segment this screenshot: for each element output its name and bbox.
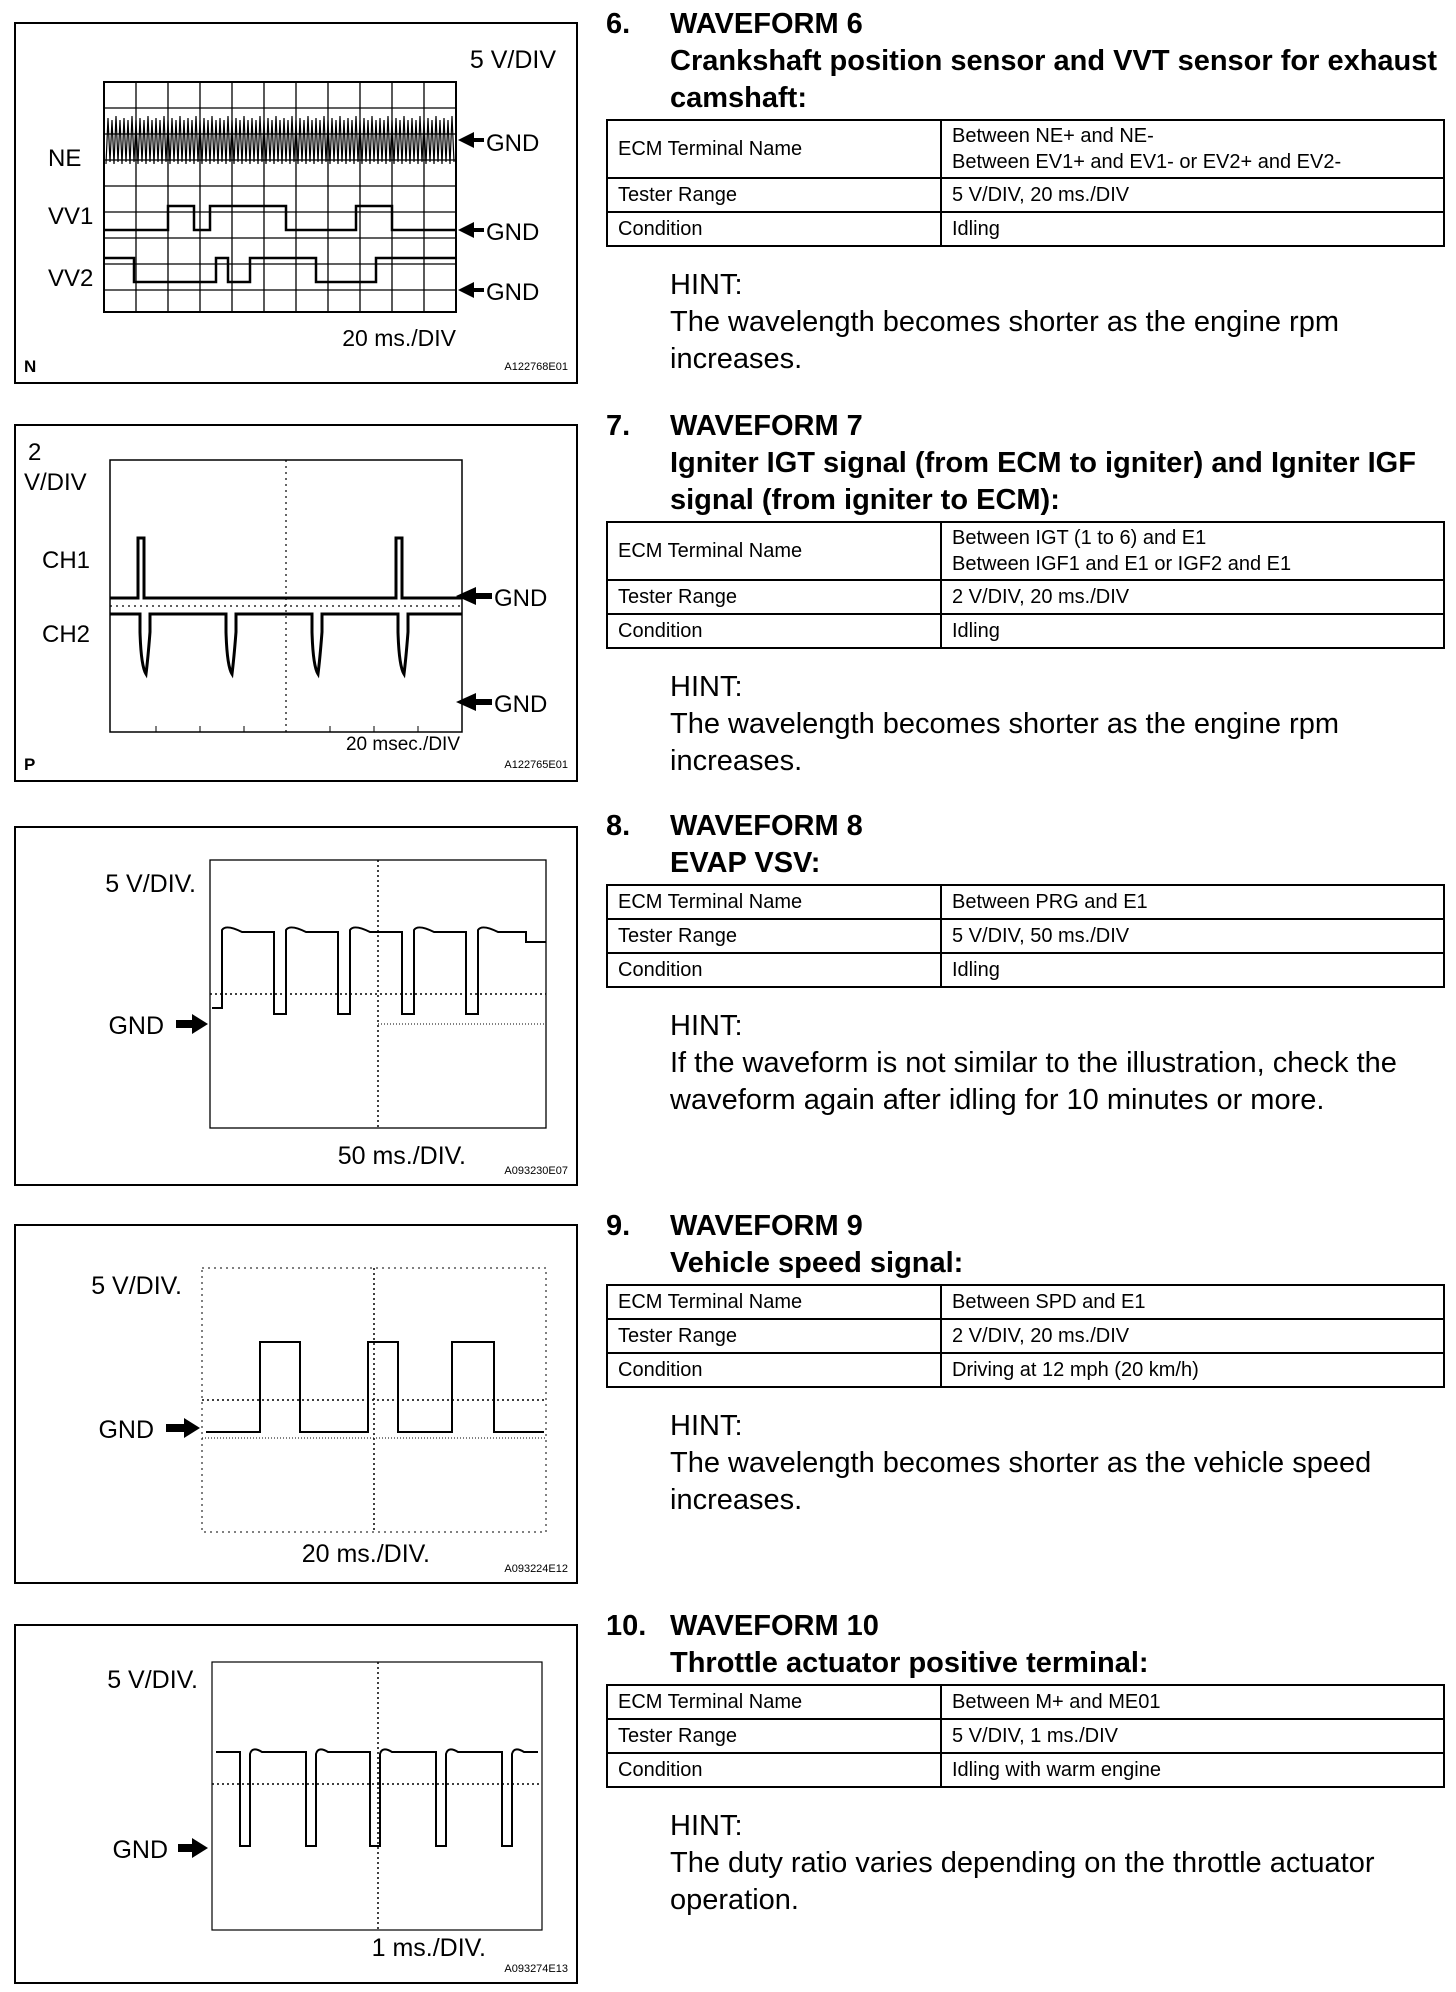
- section-waveform-6: [606, 6, 1446, 378]
- spec-table: [606, 1284, 1445, 1388]
- row-label: ECM Terminal Name: [607, 120, 941, 178]
- time-label: 20 ms./DIV: [342, 325, 456, 351]
- figure-code: A122768E01: [504, 361, 568, 373]
- table-row: [607, 919, 1444, 953]
- row-value: Between SPD and E1: [941, 1285, 1444, 1319]
- row-value: Driving at 12 mph (20 km/h): [941, 1353, 1444, 1387]
- hint-block: [670, 669, 1446, 780]
- figure-waveform-7: [14, 424, 578, 782]
- section-title: WAVEFORM 9: [670, 1210, 863, 1242]
- row-value: 2 V/DIV, 20 ms./DIV: [941, 1319, 1444, 1353]
- table-row: [607, 1285, 1444, 1319]
- vehicle-speed-waveform: [206, 1342, 544, 1432]
- time-label: 20 ms./DIV.: [301, 1540, 430, 1568]
- gnd-arrow-icon: [178, 1838, 208, 1858]
- table-row: [607, 614, 1444, 648]
- section-number: 10.: [606, 1610, 647, 1642]
- section-subtitle: Crankshaft position sensor and VVT sensor for exhaust camshaft:: [670, 45, 1438, 114]
- figure-waveform-9: [14, 1224, 578, 1584]
- hint-block: [670, 1808, 1446, 1919]
- waveform-6-diagram: [16, 24, 576, 382]
- hint-block: [670, 267, 1446, 378]
- figure-waveform-8: [14, 826, 578, 1186]
- vv1-waveform: [104, 206, 456, 230]
- gnd-arrow-icon: [458, 132, 484, 148]
- scale-label: 5 V/DIV.: [107, 1666, 198, 1694]
- section-title: WAVEFORM 10: [670, 1610, 879, 1642]
- gnd-label: GND: [112, 1836, 168, 1864]
- gnd-label: GND: [486, 279, 540, 306]
- gnd-label: GND: [486, 219, 540, 246]
- spec-table: [606, 521, 1445, 649]
- hint-text: The wavelength becomes shorter as the engine rpm increases.: [670, 306, 1339, 375]
- figure-code: A093230E07: [504, 1165, 568, 1177]
- hint-text: If the waveform is not similar to the illustration, check the waveform again after idling for 10 minutes or more.: [670, 1047, 1397, 1116]
- table-row: [607, 212, 1444, 246]
- gnd-arrow-icon: [176, 1014, 208, 1034]
- hint-block: [670, 1408, 1446, 1519]
- row-value: 5 V/DIV, 1 ms./DIV: [941, 1719, 1444, 1753]
- scale-label-line1: 2: [28, 439, 42, 466]
- section-number: 7.: [606, 410, 631, 442]
- section-subtitle: Throttle actuator positive terminal:: [670, 1647, 1149, 1679]
- section-title: WAVEFORM 6: [670, 8, 863, 40]
- throttle-actuator-waveform: [216, 1749, 538, 1846]
- corner-label: P: [24, 755, 36, 774]
- waveform-7-diagram: [16, 426, 576, 780]
- row-label: Tester Range: [607, 178, 941, 212]
- table-row: [607, 1753, 1444, 1787]
- row-label: Condition: [607, 1353, 941, 1387]
- scale-label: 5 V/DIV.: [105, 870, 196, 898]
- row-value: Idling with warm engine: [941, 1753, 1444, 1787]
- row-label: ECM Terminal Name: [607, 885, 941, 919]
- hint-text: The wavelength becomes shorter as the engine rpm increases.: [670, 708, 1339, 777]
- gnd-arrow-icon: [166, 1418, 200, 1438]
- table-row: [607, 1685, 1444, 1719]
- vv2-waveform: [104, 258, 456, 282]
- gnd-arrow-icon: [458, 222, 484, 238]
- gnd-label: GND: [486, 130, 540, 157]
- time-label: 1 ms./DIV.: [371, 1934, 486, 1962]
- section-number: 9.: [606, 1210, 631, 1242]
- table-row: [607, 1353, 1444, 1387]
- table-row: [607, 178, 1444, 212]
- time-label: 50 ms./DIV.: [337, 1142, 466, 1170]
- table-row: [607, 885, 1444, 919]
- gnd-label: GND: [108, 1012, 164, 1040]
- section-waveform-8: [606, 808, 1446, 1119]
- hint-text: The wavelength becomes shorter as the vehicle speed increases.: [670, 1447, 1372, 1516]
- scale-label-line2: V/DIV: [24, 469, 87, 496]
- hint-label: HINT:: [670, 1410, 743, 1442]
- section-number: 6.: [606, 8, 631, 40]
- hint-label: HINT:: [670, 1010, 743, 1042]
- table-row: [607, 1319, 1444, 1353]
- gnd-label: GND: [98, 1416, 154, 1444]
- row-value: Idling: [941, 953, 1444, 987]
- hint-block: [670, 1008, 1446, 1119]
- row-label: Tester Range: [607, 1719, 941, 1753]
- row-label: Tester Range: [607, 580, 941, 614]
- hint-label: HINT:: [670, 671, 743, 703]
- row-value: 5 V/DIV, 20 ms./DIV: [941, 178, 1444, 212]
- table-row: [607, 580, 1444, 614]
- channel-label: NE: [48, 145, 82, 172]
- channel-label: VV2: [48, 265, 94, 292]
- section-title: WAVEFORM 8: [670, 810, 863, 842]
- gnd-label: GND: [494, 585, 548, 612]
- section-waveform-10: [606, 1608, 1446, 1919]
- evap-vsv-waveform: [212, 927, 546, 1014]
- row-value: Between IGT (1 to 6) and E1 Between IGF1 and E1 or IGF2 and E1: [941, 522, 1444, 580]
- channel-label: VV1: [48, 203, 94, 230]
- table-row: [607, 1719, 1444, 1753]
- row-value: 5 V/DIV, 50 ms./DIV: [941, 919, 1444, 953]
- table-row: [607, 120, 1444, 178]
- row-value: Between NE+ and NE- Between EV1+ and EV1- or EV2+ and EV2-: [941, 120, 1444, 178]
- waveform-9-diagram: [16, 1226, 576, 1582]
- row-value: Idling: [941, 614, 1444, 648]
- spec-table: [606, 1684, 1445, 1788]
- row-value: Between PRG and E1: [941, 885, 1444, 919]
- ne-waveform: [106, 116, 454, 164]
- row-label: Tester Range: [607, 919, 941, 953]
- row-value: 2 V/DIV, 20 ms./DIV: [941, 580, 1444, 614]
- corner-label: N: [24, 357, 37, 376]
- figure-code: A122765E01: [504, 759, 568, 771]
- table-row: [607, 953, 1444, 987]
- channel-label: CH1: [42, 547, 91, 574]
- channel-label: CH2: [42, 621, 91, 648]
- row-label: ECM Terminal Name: [607, 1285, 941, 1319]
- section-subtitle: Vehicle speed signal:: [670, 1247, 964, 1279]
- row-value: Idling: [941, 212, 1444, 246]
- row-label: Tester Range: [607, 1319, 941, 1353]
- section-subtitle: EVAP VSV:: [670, 847, 821, 879]
- row-label: ECM Terminal Name: [607, 522, 941, 580]
- row-label: ECM Terminal Name: [607, 1685, 941, 1719]
- spec-table: [606, 884, 1445, 988]
- spec-table: [606, 119, 1445, 247]
- section-subtitle: Igniter IGT signal (from ECM to igniter) and Igniter IGF signal (from igniter to ECM):: [670, 447, 1416, 516]
- section-title: WAVEFORM 7: [670, 410, 863, 442]
- figure-code: A093224E12: [504, 1563, 568, 1575]
- row-label: Condition: [607, 1753, 941, 1787]
- row-label: Condition: [607, 212, 941, 246]
- hint-label: HINT:: [670, 269, 743, 301]
- waveform-10-diagram: [16, 1626, 576, 1982]
- figure-waveform-10: [14, 1624, 578, 1984]
- waveform-8-diagram: [16, 828, 576, 1184]
- section-waveform-9: [606, 1208, 1446, 1519]
- row-label: Condition: [607, 614, 941, 648]
- figure-waveform-6: [14, 22, 578, 384]
- figure-code: A093274E13: [504, 1963, 568, 1975]
- scale-label: 5 V/DIV: [469, 46, 556, 74]
- row-value: Between M+ and ME01: [941, 1685, 1444, 1719]
- time-label: 20 msec./DIV: [345, 734, 460, 755]
- hint-label: HINT:: [670, 1810, 743, 1842]
- row-label: Condition: [607, 953, 941, 987]
- gnd-arrow-icon: [458, 282, 484, 298]
- scale-label: 5 V/DIV.: [91, 1272, 182, 1300]
- section-waveform-7: [606, 408, 1446, 780]
- table-row: [607, 522, 1444, 580]
- gnd-label: GND: [494, 691, 548, 718]
- section-number: 8.: [606, 810, 631, 842]
- hint-text: The duty ratio varies depending on the throttle actuator operation.: [670, 1847, 1375, 1916]
